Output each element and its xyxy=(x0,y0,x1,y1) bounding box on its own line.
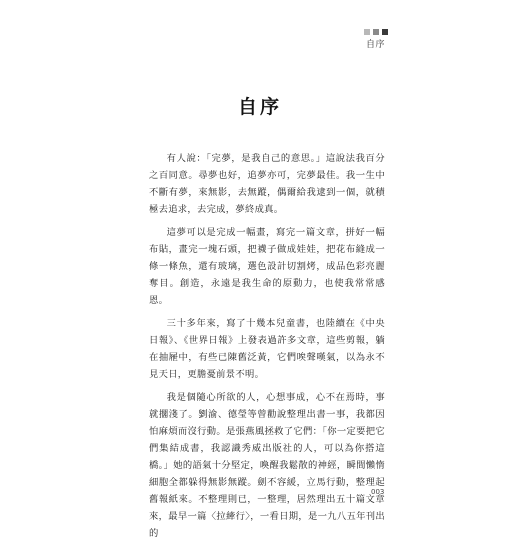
paragraph-2: 這夢可以是完成一幅畫，寫完一篇文章，拼好一幅布貼，畫完一塊石頭，把襪子做成娃娃，把花布縫成一條一條魚，還有玻璃，選色設計切割烤，成品色彩亮麗奪目。創造，永遠是我生命的原動力，也使我常常感恩。 xyxy=(149,227,385,306)
header-square-dark xyxy=(382,29,388,35)
chapter-title: 自序 xyxy=(237,96,282,118)
header-decoration xyxy=(364,29,388,35)
paragraph-4: 我是個隨心所欲的人，心想事成，心不在焉時，事就擱淺了。劉渝、德瑩等曾勸說整理出書一事，我都因怕麻煩而沒行動。是張燕風拯救了它們：「你一定要把它們集結成書，我認識秀威出版社的人，可以為你搭這橋。」她的語氣十分堅定，喚醒我鬆散的神經，瞬間懶惰細胞全都躲得無影無蹤。劍不容緩，立馬行動，整理起舊報紙來。不整理則已，一整理，居然理出五十篇文章來，最早一篇〈拉縴行〉，一看日期，是一九八五年刊出的 xyxy=(149,392,385,539)
body-text xyxy=(149,150,385,548)
paragraph-1: 有人說：「完夢，是我自己的意思。」這說法我百分之百同意。尋夢也好，追夢亦可，完夢最佳。我一生中不斷有夢，來無影，去無蹤，偶爾給我逮到一個，就積極去追求，去完成，夢終成真。 xyxy=(149,153,385,215)
header-square-mid xyxy=(373,29,379,35)
page-number: 003 xyxy=(371,488,385,496)
paragraph-3: 三十多年來，寫了十幾本兒童書，也陸續在《中央日報》、《世界日報》上發表過許多文章，這些剪報，躺在抽屜中，有些已陳舊泛黃，它們唉聲嘆氣，以為永不見天日，更膽憂前景不明。 xyxy=(149,318,385,380)
header-square-light xyxy=(364,29,370,35)
running-header-title: 自序 xyxy=(366,40,386,50)
